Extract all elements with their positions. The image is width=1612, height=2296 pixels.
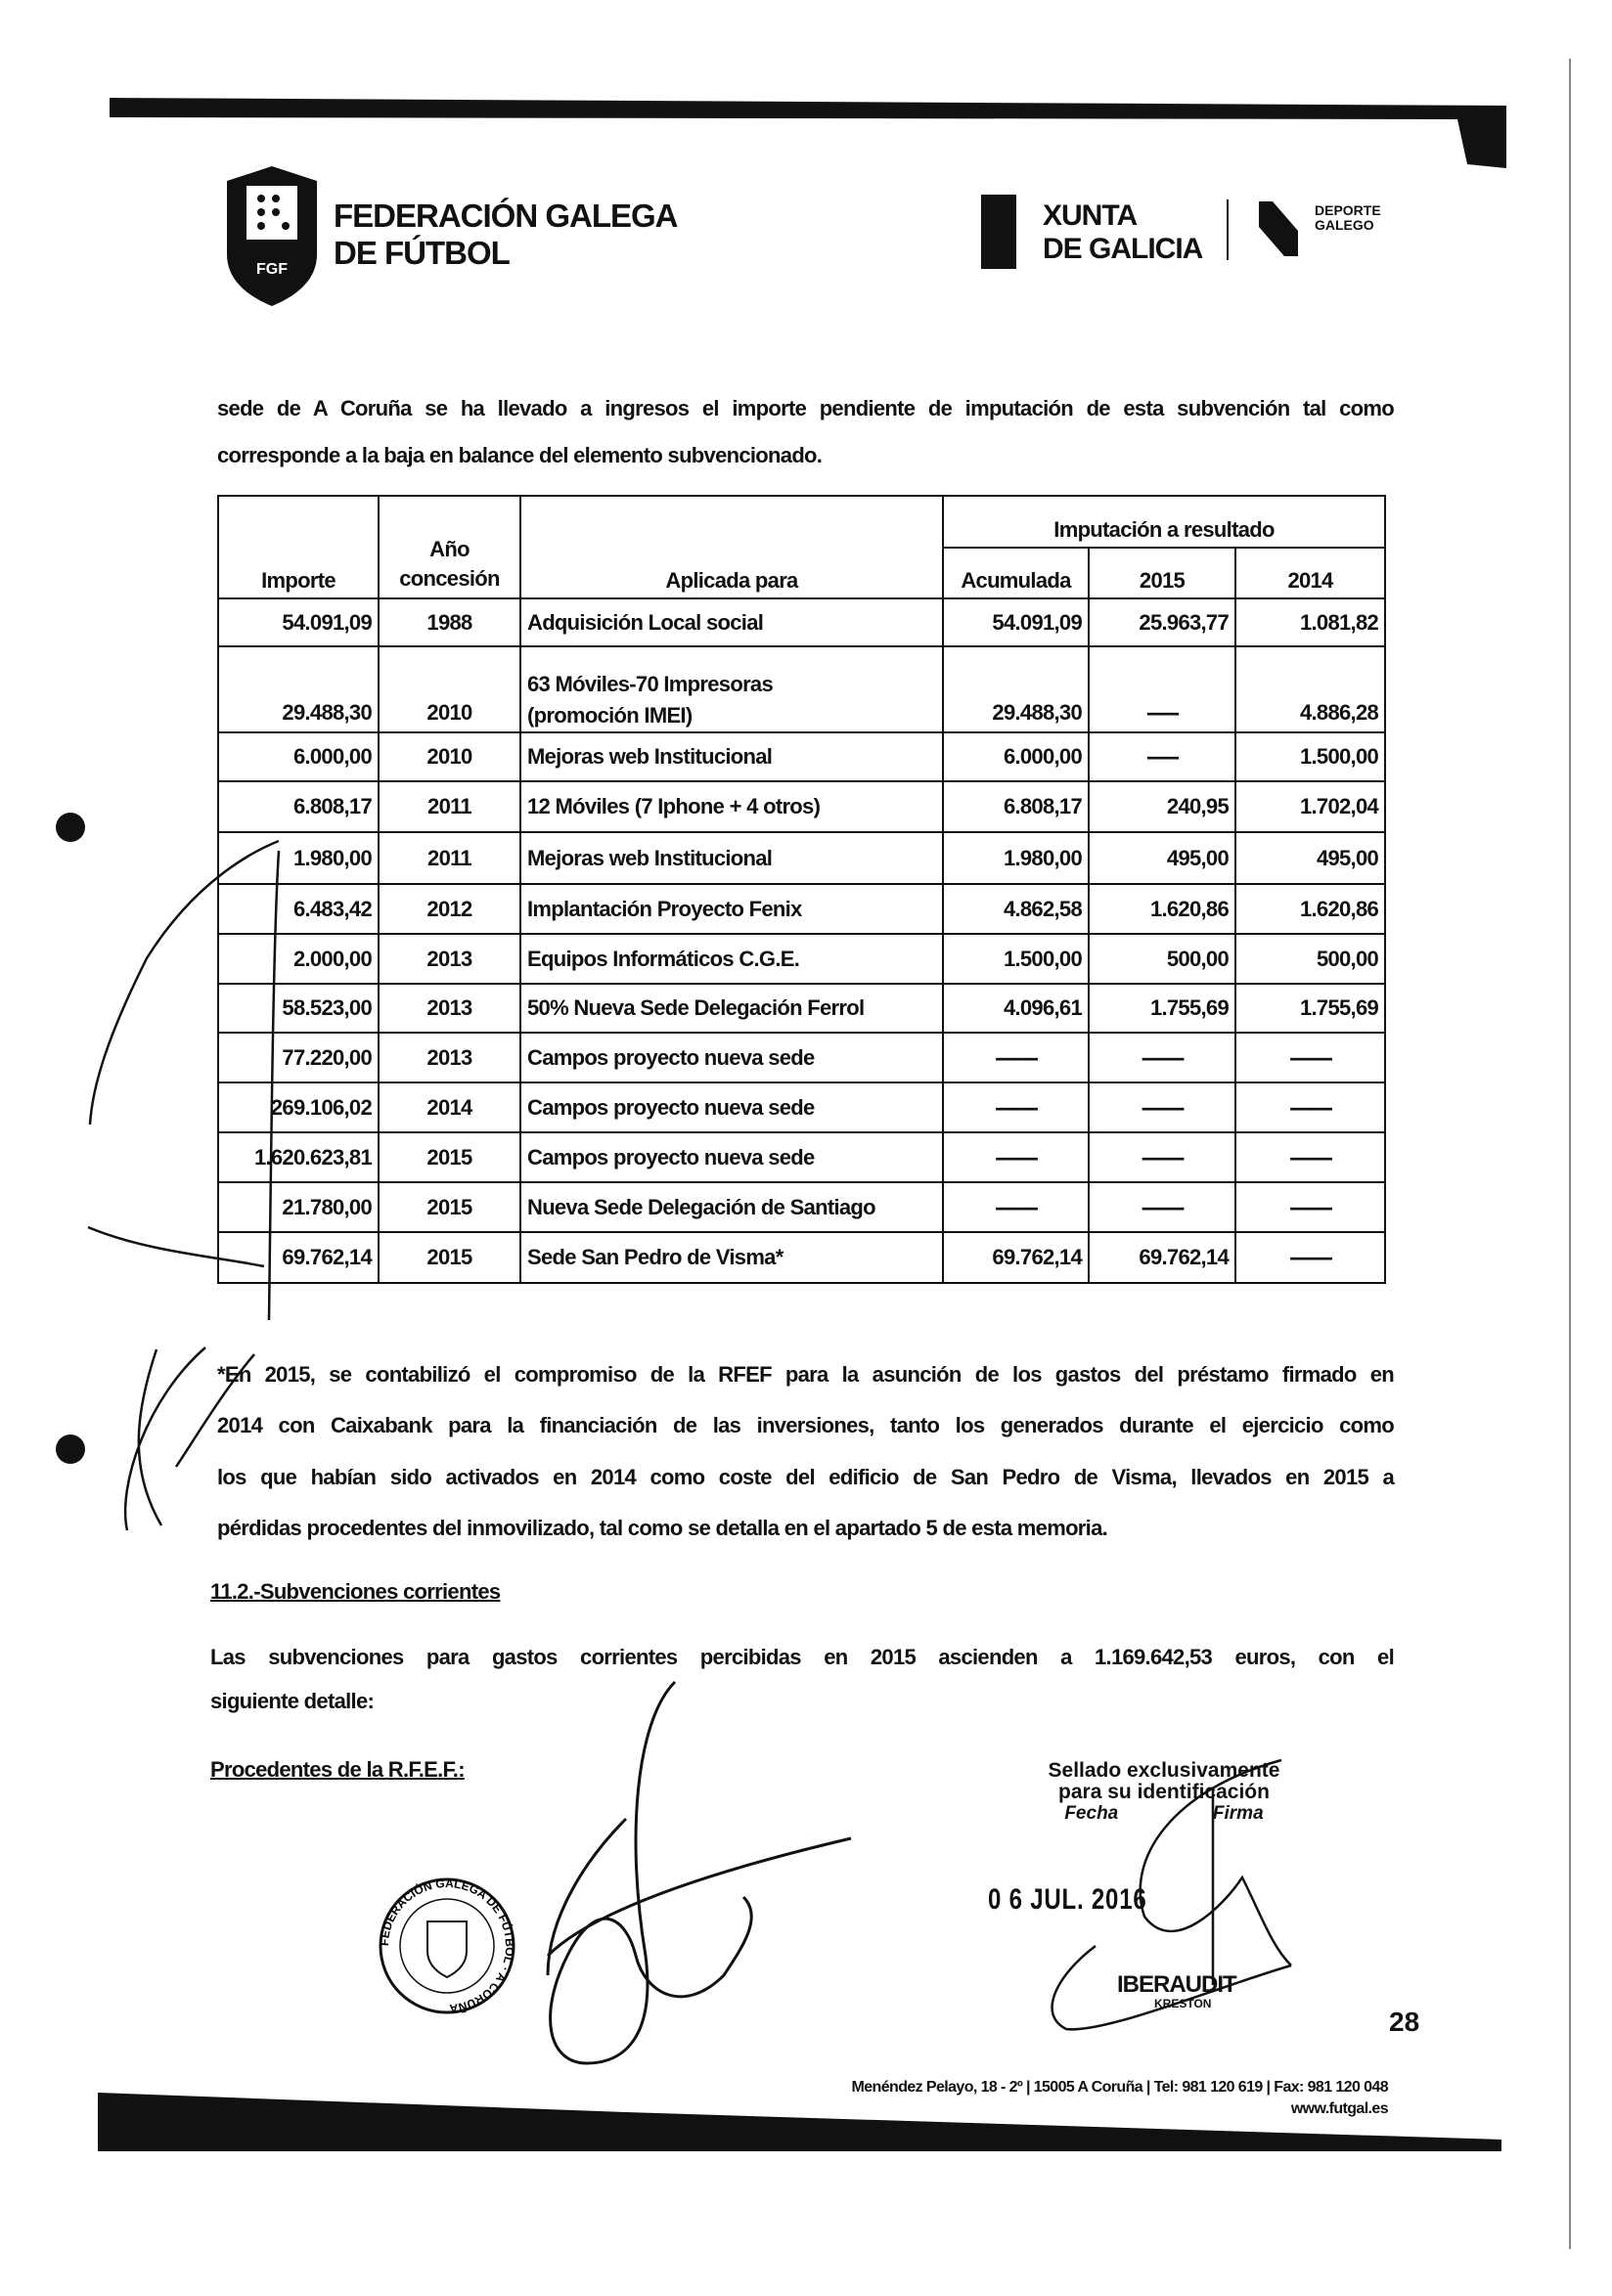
punch-hole-icon [56, 1435, 85, 1464]
cell-y2014: 1.620,86 [1235, 884, 1385, 934]
cell-importe: 54.091,09 [218, 598, 379, 646]
footer-website[interactable]: www.futgal.es [1290, 2100, 1388, 2117]
cell-acumulada: 6.000,00 [943, 732, 1089, 781]
cell-y2015: ------ [1089, 732, 1235, 781]
table-row [218, 832, 1385, 884]
deporte-line1: DEPORTE [1315, 202, 1381, 218]
cell-aplicada: Mejoras web Institucional [520, 732, 943, 781]
cell-importe: 21.780,00 [218, 1182, 379, 1232]
cell-anio: 2010 [379, 646, 520, 732]
footer [852, 2077, 1388, 2120]
col-header-2015: 2015 [1089, 548, 1235, 598]
cell-aplicada: Campos proyecto nueva sede [520, 1033, 943, 1082]
cell-anio: 2013 [379, 1033, 520, 1082]
cell-y2015: -------- [1089, 1033, 1235, 1082]
cell-y2014: 4.886,28 [1235, 646, 1385, 732]
cell-y2015: -------- [1089, 1182, 1235, 1232]
cell-acumulada: 29.488,30 [943, 646, 1089, 732]
cell-y2014: -------- [1235, 1082, 1385, 1132]
cell-y2014: -------- [1235, 1033, 1385, 1082]
intro-line: sede de A Coruña se ha llevado a ingresos el importe pendiente de imputación de esta subvención tal como [217, 396, 1394, 420]
cell-aplicada: Sede San Pedro de Visma* [520, 1232, 943, 1283]
auditor-sub: KRESTON [1154, 1997, 1212, 2010]
cell-acumulada: 4.096,61 [943, 984, 1089, 1033]
federation-logo [217, 161, 327, 313]
cell-aplicada: 12 Móviles (7 Iphone + 4 otros) [520, 781, 943, 832]
cell-y2015: 495,00 [1089, 832, 1235, 884]
cell-acumulada: 6.808,17 [943, 781, 1089, 832]
table-row [218, 1033, 1385, 1082]
signature-scribble [548, 1682, 851, 2063]
subheading-rfef: Procedentes de la R.F.E.F.: [210, 1757, 465, 1782]
cell-y2014: 1.702,04 [1235, 781, 1385, 832]
cell-y2015: 240,95 [1089, 781, 1235, 832]
cell-acumulada: -------- [943, 1132, 1089, 1182]
group-header-imputacion: Imputación a resultado [943, 496, 1385, 548]
note-line: los que habían sido activados en 2014 como coste del edificio de San Pedro de Visma, llevados en 2015 a [217, 1465, 1394, 1489]
cell-importe: 69.762,14 [218, 1232, 379, 1283]
stamp-line2: para su identificación [1058, 1781, 1270, 1803]
deporte-galego-icon [1259, 201, 1298, 256]
cell-y2014: -------- [1235, 1182, 1385, 1232]
footer-address: Menéndez Pelayo, 18 - 2º | 15005 A Coruña | Tel: 981 120 619 | Fax: 981 120 048 [851, 2079, 1388, 2096]
auditor-stamp [1017, 1760, 1311, 1825]
cell-acumulada: -------- [943, 1082, 1089, 1132]
cell-y2014: 1.500,00 [1235, 732, 1385, 781]
page-number: 28 [1389, 2007, 1420, 2037]
cell-importe: 58.523,00 [218, 984, 379, 1033]
cell-y2015: ------ [1089, 646, 1235, 732]
cell-y2015: 25.963,77 [1089, 598, 1235, 646]
col-header-2014: 2014 [1235, 548, 1385, 598]
svg-text:FEDERACIÓN GALEGA DE FÚTBOL ·: FEDERACIÓN GALEGA DE FÚTBOL · A CORUÑA [377, 1876, 517, 2016]
cell-importe: 1.980,00 [218, 832, 379, 884]
cell-importe: 1.620.623,81 [218, 1132, 379, 1182]
cell-aplicada: 50% Nueva Sede Delegación Ferrol [520, 984, 943, 1033]
cell-y2014: 1.081,82 [1235, 598, 1385, 646]
xunta-emblem-icon [981, 195, 1016, 269]
cell-aplicada: Campos proyecto nueva sede [520, 1082, 943, 1132]
table-row [218, 984, 1385, 1033]
svg-text:FGF: FGF [256, 261, 288, 278]
stamp-fecha-label: Fecha [1064, 1803, 1119, 1824]
cell-y2015: 500,00 [1089, 934, 1235, 984]
table-row [218, 781, 1385, 832]
cell-y2014: -------- [1235, 1232, 1385, 1283]
cell-anio: 2013 [379, 984, 520, 1033]
cell-aplicada-line2: (promoción IMEI) [527, 703, 693, 728]
cell-importe: 6.483,42 [218, 884, 379, 934]
cell-aplicada-line1: 63 Móviles-70 Impresoras [527, 672, 774, 696]
cell-anio: 2014 [379, 1082, 520, 1132]
note-line: 2014 con Caixabank para la financiación de las inversiones, tanto los generados durante el ejercicio como [217, 1413, 1394, 1437]
cell-y2015: 1.620,86 [1089, 884, 1235, 934]
xunta-logo-text [1043, 199, 1202, 266]
deporte-line2: GALEGO [1315, 217, 1374, 233]
col-header-importe: Importe [218, 496, 379, 598]
cell-y2014: 500,00 [1235, 934, 1385, 984]
cell-y2015: -------- [1089, 1082, 1235, 1132]
cell-anio: 2015 [379, 1132, 520, 1182]
cell-anio: 1988 [379, 598, 520, 646]
cell-acumulada: 69.762,14 [943, 1232, 1089, 1283]
cell-y2014: 1.755,69 [1235, 984, 1385, 1033]
cell-importe: 29.488,30 [218, 646, 379, 732]
col-header-acumulada: Acumulada [943, 548, 1089, 598]
cell-importe: 6.808,17 [218, 781, 379, 832]
subsidies-table [217, 495, 1386, 1284]
cell-y2015: -------- [1089, 1132, 1235, 1182]
stamp-firma-label: Firma [1212, 1803, 1264, 1824]
cell-y2014: 495,00 [1235, 832, 1385, 884]
xunta-line1: XUNTA [1043, 199, 1138, 232]
cell-anio: 2015 [379, 1232, 520, 1283]
table-row [218, 646, 1385, 732]
cell-acumulada: -------- [943, 1033, 1089, 1082]
cell-y2014: -------- [1235, 1132, 1385, 1182]
intro-line: corresponde a la baja en balance del elemento subvencionado. [217, 443, 823, 467]
federation-name [334, 198, 678, 272]
stamp-line1: Sellado exclusivamente [1048, 1759, 1280, 1782]
cell-importe: 2.000,00 [218, 934, 379, 984]
cell-aplicada [520, 646, 943, 732]
table-row [218, 1182, 1385, 1232]
table-row [218, 884, 1385, 934]
table-row [218, 598, 1385, 646]
cell-anio: 2010 [379, 732, 520, 781]
cell-importe: 6.000,00 [218, 732, 379, 781]
cell-y2015: 69.762,14 [1089, 1232, 1235, 1283]
cell-aplicada: Mejoras web Institucional [520, 832, 943, 884]
col-header-anio-line1: Año [429, 537, 470, 561]
cell-aplicada: Equipos Informáticos C.G.E. [520, 934, 943, 984]
cell-acumulada: 1.500,00 [943, 934, 1089, 984]
cell-acumulada: 1.980,00 [943, 832, 1089, 884]
punch-hole-icon [56, 813, 85, 842]
col-header-aplicada: Aplicada para [520, 496, 943, 598]
col-header-anio-line2: concesión [399, 566, 500, 591]
cell-acumulada: -------- [943, 1182, 1089, 1232]
federation-name-line2: DE FÚTBOL [334, 235, 510, 271]
cell-anio: 2013 [379, 934, 520, 984]
cell-importe: 269.106,02 [218, 1082, 379, 1132]
cell-importe: 77.220,00 [218, 1033, 379, 1082]
logo-divider [1227, 199, 1229, 260]
cell-y2015: 1.755,69 [1089, 984, 1235, 1033]
cell-aplicada: Implantación Proyecto Fenix [520, 884, 943, 934]
section-heading: 11.2.-Subvenciones corrientes [210, 1579, 501, 1604]
note-line: pérdidas procedentes del inmovilizado, tal como se detalla en el apartado 5 de esta memoria. [217, 1516, 1108, 1540]
table-row [218, 1132, 1385, 1182]
cell-anio: 2011 [379, 781, 520, 832]
table-row [218, 732, 1385, 781]
section-line: Las subvenciones para gastos corrientes percibidas en 2015 ascienden a 1.169.642,53 euros, con el [210, 1645, 1394, 1669]
cell-acumulada: 4.862,58 [943, 884, 1089, 934]
federation-seal [378, 1877, 516, 2015]
cell-aplicada: Nueva Sede Delegación de Santiago [520, 1182, 943, 1232]
federation-name-line1: FEDERACIÓN GALEGA [334, 198, 678, 234]
table-row [218, 1082, 1385, 1132]
auditor-name: IBERAUDIT [1117, 1971, 1236, 1998]
section-line: siguiente detalle: [210, 1689, 375, 1713]
cell-anio: 2015 [379, 1182, 520, 1232]
table-row [218, 1232, 1385, 1283]
stamp-date: 0 6 JUL. 2016 [988, 1883, 1147, 1916]
deporte-galego-text [1315, 203, 1381, 233]
top-header-bar [110, 98, 1506, 168]
table-row [218, 934, 1385, 984]
cell-aplicada: Adquisición Local social [520, 598, 943, 646]
cell-anio: 2012 [379, 884, 520, 934]
cell-aplicada: Campos proyecto nueva sede [520, 1132, 943, 1182]
note-line: *En 2015, se contabilizó el compromiso de la RFEF para la asunción de los gastos del préstamo firmado en [217, 1362, 1394, 1387]
cell-anio: 2011 [379, 832, 520, 884]
col-header-anio [379, 496, 520, 598]
federation-shield-icon [217, 161, 327, 308]
cell-acumulada: 54.091,09 [943, 598, 1089, 646]
xunta-line2: DE GALICIA [1043, 233, 1203, 265]
